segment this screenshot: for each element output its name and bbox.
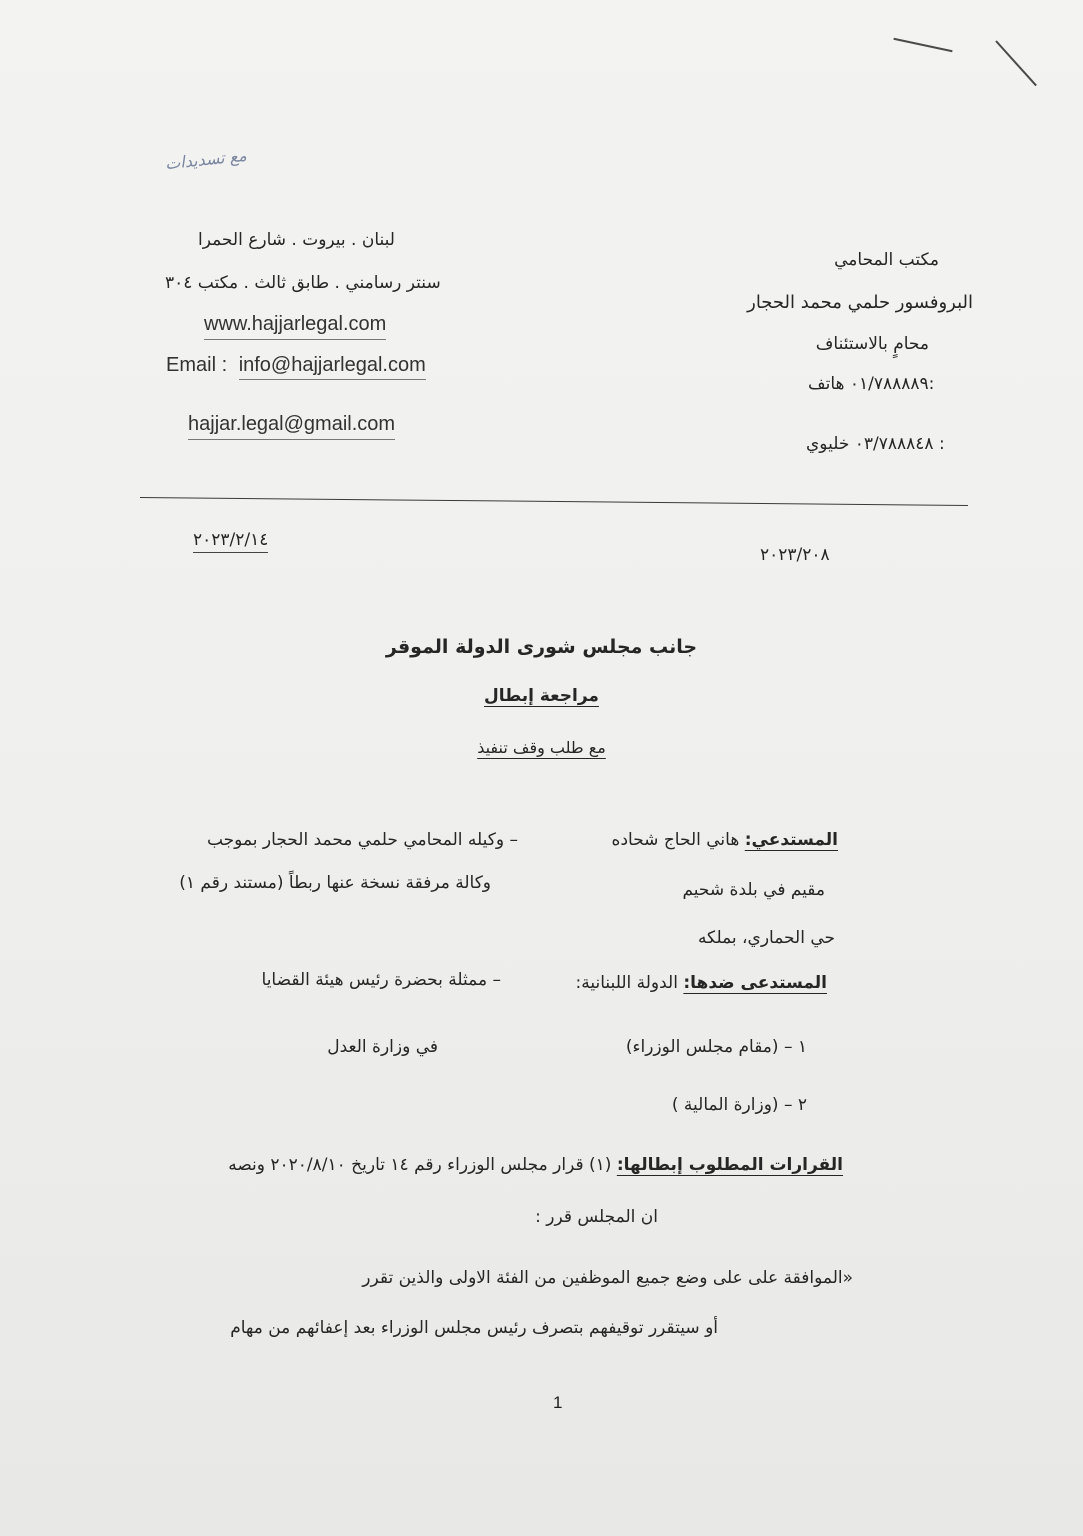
phone-row — [802, 374, 934, 394]
decision-quote-1: «الموافقة على على وضع جميع الموظفين من الفئة الاولى والذين تقرر — [362, 1268, 853, 1288]
mobile-row — [800, 434, 945, 454]
document-subtitle-2: مع طلب وقف تنفيذ — [477, 738, 606, 757]
mobile-label: خليوي : — [806, 434, 945, 454]
lawyer-name: البروفسور حلمي محمد الحجار — [747, 292, 973, 313]
defendant-label: المستدعى ضدها: — [683, 973, 827, 993]
pen-mark — [995, 40, 1037, 86]
attorney-line-2: وكالة مرفقة نسخة عنها ربطاً (مستند رقم ١) — [179, 873, 491, 893]
handwritten-note: مع تسديدات — [164, 145, 248, 174]
mobile-number: ٠٣/٧٨٨٨٤٨ — [854, 434, 934, 454]
header-divider — [140, 497, 968, 506]
email-row — [166, 354, 426, 377]
residence-line-1: مقيم في بلدة شحيم — [682, 880, 825, 900]
decisions-line-2: ان المجلس قرر : — [535, 1207, 658, 1227]
pen-mark — [893, 38, 952, 52]
defendant-row — [576, 973, 827, 993]
represented-line-2: في وزارة العدل — [327, 1037, 438, 1057]
email2-link[interactable]: hajjar.legal@gmail.com — [188, 413, 395, 440]
plaintiff-row — [612, 830, 838, 850]
phone-label: هاتف: — [808, 374, 935, 394]
defendant-item-1: ١ – (مقام مجلس الوزراء) — [625, 1037, 807, 1057]
decisions-label: القرارات المطلوب إبطالها: — [616, 1155, 843, 1175]
document-title: جانب مجلس شورى الدولة الموقر — [385, 636, 698, 658]
defendant-item-2: ٢ – (وزارة المالية ) — [671, 1095, 807, 1115]
date-right: ٢٠٢٣/٢٠٨ — [760, 545, 830, 565]
decision-quote-2: أو سيتقرر توقيفهم بتصرف رئيس مجلس الوزراء بعد إعفائهم من مهام — [230, 1318, 718, 1338]
address-line-2: سنتر رسامني . طابق ثالث . مكتب ٣٠٤ — [165, 273, 441, 293]
attorney-line-1: – وكيله المحامي حلمي محمد الحجار بموجب — [206, 830, 518, 850]
residence-line-2: حي الحماري، بملكه — [697, 928, 835, 948]
decisions-line-1: (١) قرار مجلس الوزراء رقم ١٤ تاريخ ٢٠٢٠/٨/١٠ ونصه — [228, 1155, 612, 1175]
email-label: Email : — [166, 354, 228, 376]
phone-number: ٠١/٧٨٨٨٨٩ — [849, 374, 929, 394]
plaintiff-label: المستدعي: — [744, 830, 838, 850]
email-link[interactable]: info@hajjarlegal.com — [239, 354, 426, 380]
lawyer-title: محامٍ بالاستئناف — [815, 334, 929, 354]
document-subtitle: مراجعة إبطال — [484, 686, 599, 706]
plaintiff-name: هاني الحاج شحاده — [611, 830, 740, 850]
address-line-1: لبنان . بيروت . شارع الحمرا — [198, 230, 395, 250]
website-link[interactable]: www.hajjarlegal.com — [204, 313, 386, 340]
office-name: مكتب المحامي — [834, 250, 939, 270]
date-left: ٢٠٢٣/٢/١٤ — [193, 530, 268, 553]
page-number: 1 — [553, 1393, 563, 1412]
decisions-row — [228, 1155, 843, 1175]
defendant-name: الدولة اللبنانية: — [575, 973, 678, 993]
represented-line-1: – ممثلة بحضرة رئيس هيئة القضايا — [261, 970, 501, 990]
